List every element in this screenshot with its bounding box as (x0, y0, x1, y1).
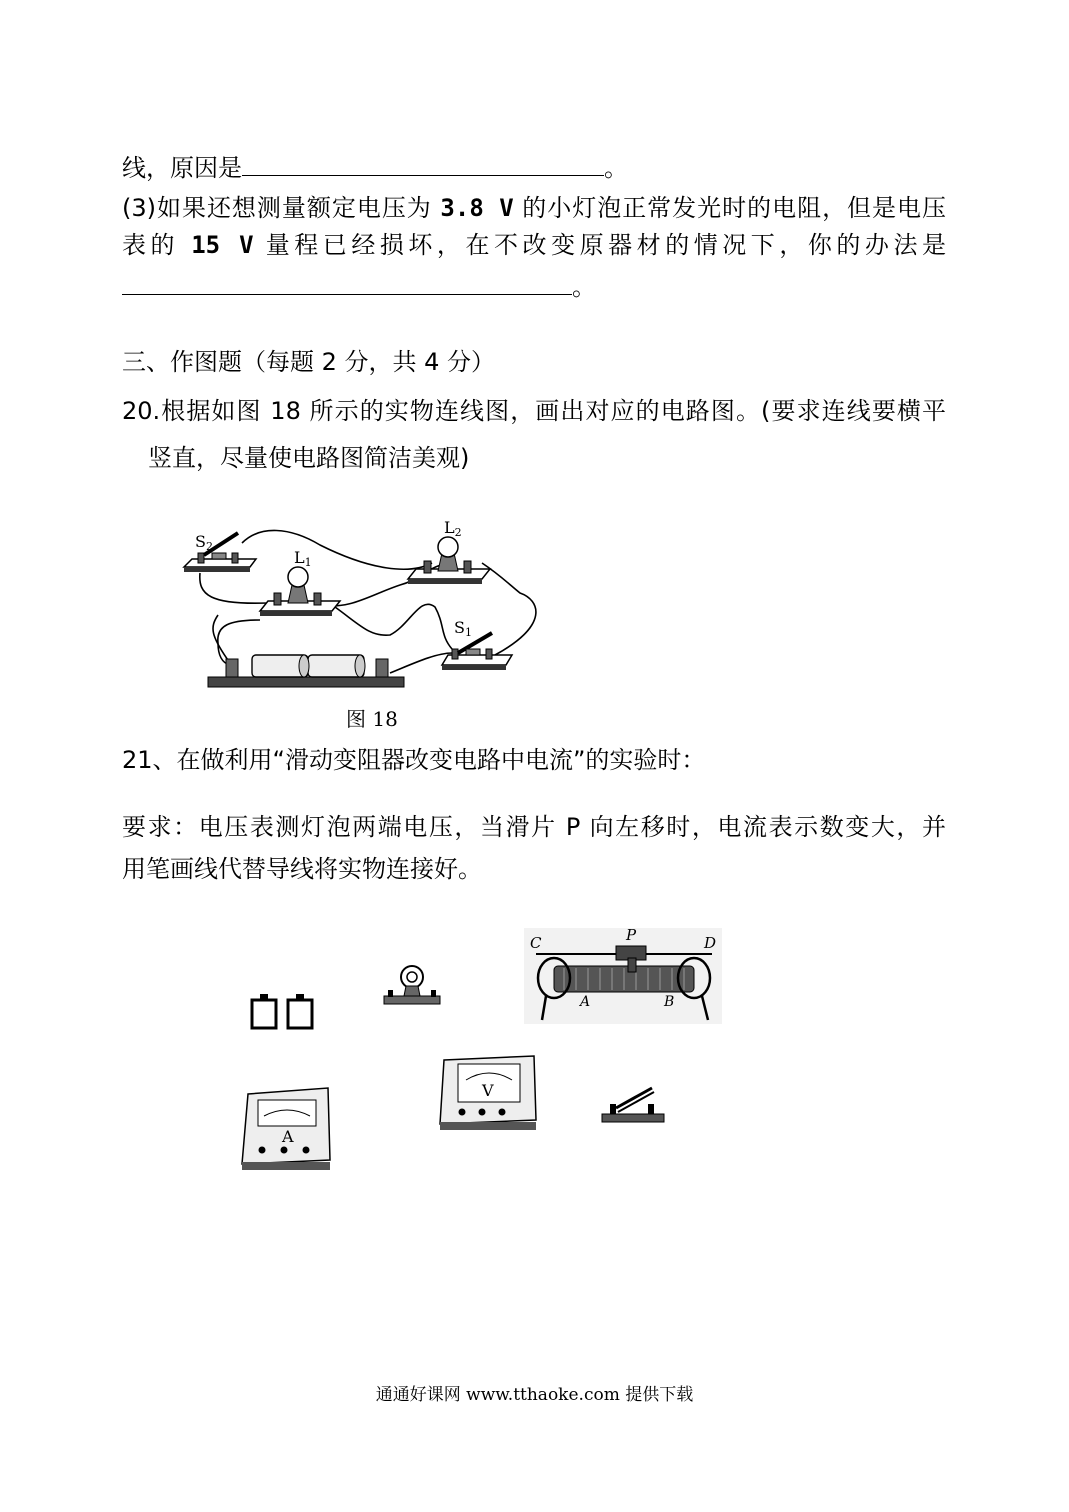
q21-line2: 要求：电压表测灯泡两端电压，当滑片 P 向左移时，电流表示数变大，并 (122, 813, 946, 841)
svg-text:B: B (664, 994, 675, 1010)
q20-line2: 竖直，尽量使电路图简洁美观) (148, 444, 470, 472)
q19-part2-line: 线，原因是 。 (122, 154, 628, 182)
q20-line1: 20.根据如图 18 所示的实物连线图，画出对应的电路图。(要求连线要横平 (122, 397, 946, 425)
lamp-l1 (260, 567, 340, 616)
svg-text:P: P (626, 926, 637, 944)
q21-line3: 用笔画线代替导线将实物连接好。 (122, 855, 482, 883)
answer-blank[interactable] (242, 153, 604, 176)
answer-blank[interactable] (122, 272, 572, 295)
svg-text:S1: S1 (454, 618, 472, 639)
voltmeter (436, 1050, 542, 1132)
svg-text:S2: S2 (195, 532, 213, 553)
ammeter (238, 1084, 334, 1172)
svg-text:L1: L1 (294, 548, 312, 569)
battery-holder (208, 655, 404, 687)
q21-line1: 21、在做利用“滑动变阻器改变电路中电流”的实验时： (122, 746, 706, 774)
q19-part3-line3: 。 (122, 271, 596, 303)
knife-switch (600, 1086, 666, 1126)
lamp-l2 (408, 537, 490, 584)
sliding-rheostat (524, 928, 722, 1024)
lamp-holder (382, 962, 442, 1008)
svg-text:V: V (482, 1081, 494, 1100)
q19-part3-line2: 表的 15 V 量程已经损坏，在不改变原器材的情况下，你的办法是 (122, 231, 946, 259)
page-footer: 通通好课网 www.tthaoke.com 提供下载 (375, 1385, 694, 1405)
svg-text:D: D (704, 934, 717, 952)
q19-part3-line1: (3)如果还想测量额定电压为 3.8 V 的小灯泡正常发光时的电阻，但是电压 (122, 194, 947, 222)
svg-text:A: A (282, 1127, 294, 1146)
svg-text:A: A (580, 994, 591, 1010)
battery-cells (248, 992, 320, 1032)
svg-text:C: C (530, 934, 542, 952)
figure-caption: 图 18 (346, 707, 398, 731)
section-title: 三、作图题（每题 2 分，共 4 分） (122, 348, 496, 376)
figure-18-circuit (170, 515, 570, 695)
svg-text:L2: L2 (444, 518, 462, 539)
